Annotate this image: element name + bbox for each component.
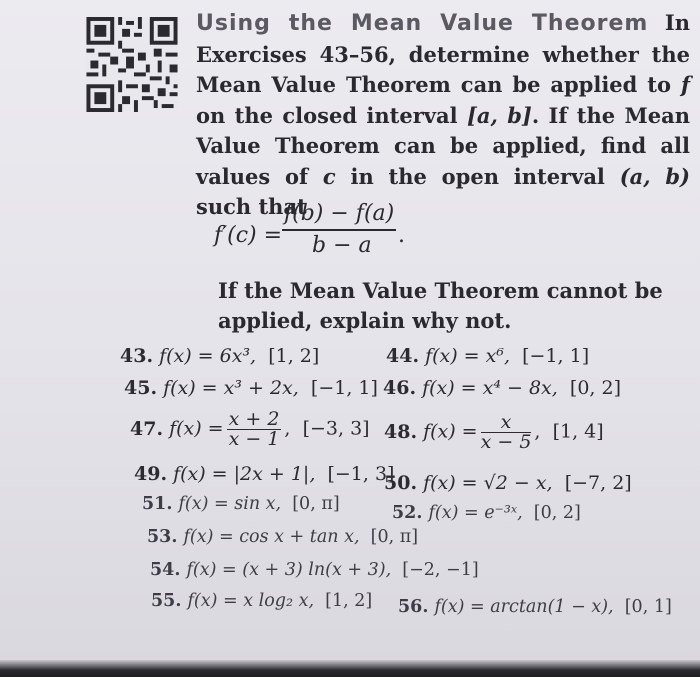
exercise-52 xyxy=(392,503,581,523)
exercise-45 xyxy=(124,377,378,399)
exercise-interval: [1, 4] xyxy=(552,420,604,443)
exercise-53 xyxy=(147,527,418,547)
exercise-56 xyxy=(398,597,672,617)
exercise-55 xyxy=(151,591,372,611)
fraction-denominator: x − 1 xyxy=(228,428,280,450)
function-symbol: f xyxy=(680,72,690,97)
exercise-46 xyxy=(383,377,621,399)
exercise-51 xyxy=(142,494,340,514)
exercise-interval: [−7, 2] xyxy=(564,472,632,494)
fraction-bar xyxy=(282,229,396,231)
exercise-function: f(x) = xyxy=(423,420,478,443)
exercise-number: 54. xyxy=(150,560,181,580)
exercise-number: 45. xyxy=(124,377,158,399)
exercise-function: f(x) = xyxy=(169,417,224,440)
exercise-function: f(x) = 6x³, xyxy=(159,345,257,367)
exercise-number: 43. xyxy=(120,345,154,367)
instructions-text-3: . If the Mean Value Theorem can be applied, find all values of xyxy=(196,102,690,189)
formula-period: . xyxy=(398,223,405,248)
exercise-function: f(x) = x⁴ − 8x, xyxy=(422,377,558,399)
exercise-number: 50. xyxy=(384,472,418,494)
exercise-number: 47. xyxy=(130,417,164,440)
exercise-fraction xyxy=(481,413,532,452)
exercise-function: f(x) = x⁶, xyxy=(425,345,511,367)
exercise-interval: [−1, 3] xyxy=(327,463,395,485)
exercise-number: 49. xyxy=(134,463,168,485)
instructions-text-4: in the open interval xyxy=(335,163,620,189)
exercise-function: f(x) = cos x + tan x, xyxy=(183,527,360,547)
fraction-numerator: x + 2 xyxy=(228,408,280,430)
exercise-number: 46. xyxy=(383,377,417,399)
formula-lhs: f′(c) = xyxy=(214,223,283,248)
exercise-interval: [0, π] xyxy=(292,494,340,514)
exercise-function: f(x) = x³ + 2x, xyxy=(163,377,299,399)
exercise-49 xyxy=(134,463,394,485)
exercise-47 xyxy=(130,410,370,449)
open-interval: (a, b) xyxy=(619,163,690,189)
exercise-number: 44. xyxy=(386,345,420,367)
exercise-interval: [−2, −1] xyxy=(402,560,479,580)
exercise-number: 51. xyxy=(142,494,173,514)
c-symbol: c xyxy=(322,163,336,189)
page-edge xyxy=(0,660,700,677)
exercise-50 xyxy=(384,472,632,494)
fraction-numerator: x xyxy=(481,413,532,433)
exercise-interval: [1, 2] xyxy=(268,345,320,367)
exercise-number: 52. xyxy=(392,503,423,523)
exercise-interval: [−3, 3] xyxy=(302,417,370,440)
exercise-interval: [0, 2] xyxy=(533,503,581,523)
formula-numerator: f(b) − f(a) xyxy=(284,201,395,226)
exercise-43 xyxy=(120,345,319,367)
exercise-interval: [−1, 1] xyxy=(522,345,590,367)
exercise-54 xyxy=(150,560,479,580)
qr-code-icon xyxy=(86,17,178,112)
exercise-function: f(x) = e⁻³ˣ, xyxy=(428,503,523,523)
exercise-fraction xyxy=(227,410,282,449)
instructions-text-1: In Exercises 43–56, determine whether the Mean Value Theorem can be applied to xyxy=(196,10,690,97)
exercise-number: 56. xyxy=(398,597,429,617)
instructions-paragraph xyxy=(196,8,690,223)
explain-note: If the Mean Value Theorem cannot be applied, explain why not. xyxy=(218,278,663,333)
exercise-interval: [0, π] xyxy=(370,527,419,547)
exercise-function: f(x) = arctan(1 − x), xyxy=(434,597,614,617)
exercise-44 xyxy=(386,345,589,367)
exercise-function: f(x) = x log₂ x, xyxy=(187,591,315,611)
exercise-function: f(x) = √2 − x, xyxy=(423,472,553,494)
exercise-interval: [−1, 1] xyxy=(310,377,378,399)
instructions-text-5: such that xyxy=(196,194,307,219)
exercise-function: f(x) = sin x, xyxy=(178,494,282,514)
closed-interval: [a, b] xyxy=(466,102,532,128)
exercise-number: 55. xyxy=(151,591,182,611)
exercise-interval: [1, 2] xyxy=(325,591,373,611)
exercise-number: 53. xyxy=(147,527,178,547)
exercise-48 xyxy=(384,413,604,452)
exercise-number: 48. xyxy=(384,420,418,443)
formula-denominator: b − a xyxy=(312,233,372,258)
exercise-comma: , xyxy=(534,420,541,443)
exercise-function: f(x) = (x + 3) ln(x + 3), xyxy=(186,560,392,580)
exercise-comma: , xyxy=(284,417,291,440)
fraction-denominator: x − 5 xyxy=(480,431,532,453)
section-heading: Using the Mean Value Theorem xyxy=(196,11,649,36)
exercise-function: f(x) = |2x + 1|, xyxy=(173,463,316,485)
instructions-text-2: on the closed interval xyxy=(196,102,467,128)
exercise-interval: [0, 2] xyxy=(569,377,621,399)
exercise-interval: [0, 1] xyxy=(624,597,672,617)
